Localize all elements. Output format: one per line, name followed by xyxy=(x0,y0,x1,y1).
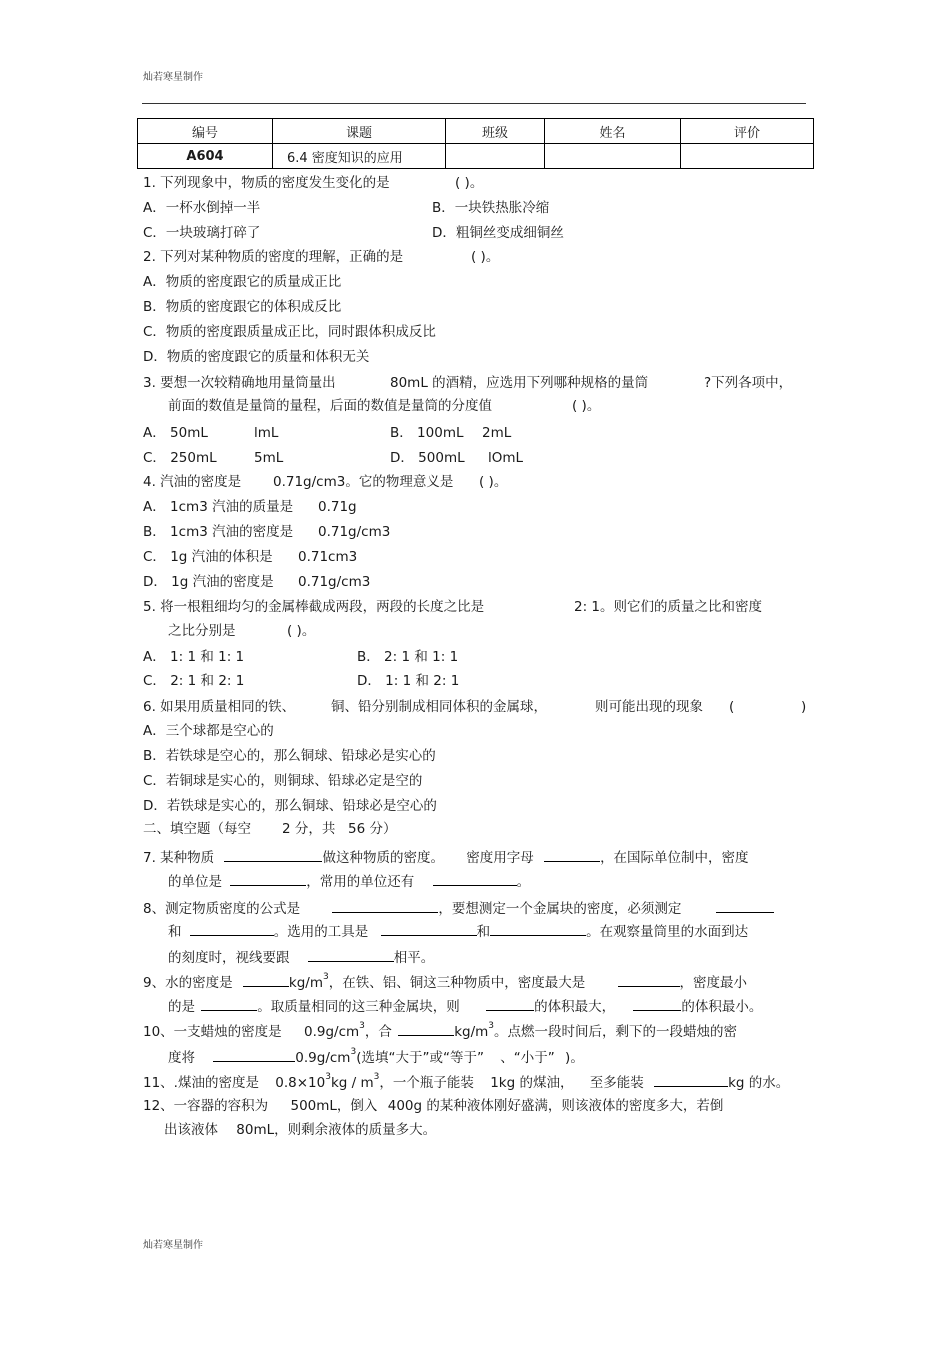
q5-line2-a: 之比分别是 xyxy=(168,623,236,639)
q12-text-e: 80mL，则剩余液体的质量多大。 xyxy=(236,1122,437,1138)
q6-option-c: C．若铜球是实心的，则铜球、铅球必定是空的 xyxy=(143,773,423,789)
col-evaluation: 评价 xyxy=(681,119,814,144)
q8-blank-4[interactable] xyxy=(381,921,477,936)
header-rule xyxy=(142,103,806,104)
q11-text-g: kg 的水。 xyxy=(728,1075,790,1091)
q6-option-d: D．若铁球是实心的，那么铜球、铅球必是空心的 xyxy=(143,798,437,814)
q11-blank-1[interactable] xyxy=(654,1072,728,1087)
q9-unit: kg/m xyxy=(288,975,323,991)
q4-option-d-value: 0.71g/cm3 xyxy=(298,574,371,590)
q6-paren-close: ) xyxy=(801,699,807,715)
q2-option-d: D．物质的密度跟它的质量和体积无关 xyxy=(143,349,370,365)
section2-title-a: 二、填空题（每空 xyxy=(143,821,251,837)
q11-text-b: 0.8×10 xyxy=(275,1075,326,1091)
info-table xyxy=(137,118,814,169)
q2-stem: 2. 下列对某种物质的密度的理解，正确的是 xyxy=(143,249,404,265)
q11-exp-2: 3 xyxy=(373,1072,380,1082)
q5-line1-a: 5. 将一根粗细均匀的金属棒截成两段，两段的长度之比是 xyxy=(143,599,485,615)
footer-note: 灿若寒星制作 xyxy=(143,1240,203,1251)
q11-line xyxy=(143,1072,789,1092)
q4-option-b-value: 0.71g/cm3 xyxy=(318,524,391,540)
section2-title-c: 56 分） xyxy=(348,821,397,837)
q8-text-h: 相平。 xyxy=(393,950,435,966)
table-header-row xyxy=(138,119,814,144)
q3-option-b-step: 2mL xyxy=(482,425,512,441)
q7-text-b: 做这种物质的密度。 xyxy=(322,850,444,866)
q7-text-d: ，在国际单位制中，密度 xyxy=(600,850,749,866)
table-row xyxy=(138,144,814,169)
q8-line3 xyxy=(168,947,434,967)
q3-option-a-step: lmL xyxy=(254,425,279,441)
q10-text-j: )。 xyxy=(565,1050,584,1066)
q2-option-c: C．物质的密度跟质量成正比，同时跟体积成反比 xyxy=(143,324,436,340)
q7-blank-1[interactable] xyxy=(224,847,322,862)
cell-topic: 6.4 密度知识的应用 xyxy=(273,144,446,169)
q5-line1-b: 2: 1。则它们的质量之比和密度 xyxy=(574,599,763,615)
q9-blank-5[interactable] xyxy=(633,996,681,1011)
q2-option-a: A．物质的密度跟它的质量成正比 xyxy=(143,274,342,290)
q10-text-f: 度将 xyxy=(168,1050,195,1066)
q7-line2 xyxy=(168,871,530,891)
col-name: 姓名 xyxy=(545,119,681,144)
q7-line1 xyxy=(143,847,749,867)
q3-line1-b: 80mL 的酒精，应选用下列哪种规格的量筒 xyxy=(390,375,649,391)
q10-exp-2: 3 xyxy=(488,1021,495,1031)
q9-text-f: 的体积最大， xyxy=(534,999,616,1015)
q1-option-a: A．一杯水倒掉一半 xyxy=(143,200,261,216)
q1-stem: 1. 下列现象中，物质的密度发生变化的是 xyxy=(143,175,390,191)
q11-text-d: ，一个瓶子能装 xyxy=(379,1075,474,1091)
q8-line1 xyxy=(143,898,774,918)
q10-text-i: 、“小于” xyxy=(500,1050,555,1066)
q5-option-c: C． 2: 1 和 2: 1 xyxy=(143,673,245,689)
q10-text-b: 0.9g/cm xyxy=(303,1024,360,1040)
q8-text-b: ，要想测定一个金属块的密度，必须测定 xyxy=(438,901,682,917)
q8-blank-5[interactable] xyxy=(490,921,586,936)
q12-line1 xyxy=(143,1097,723,1115)
q4-option-c: C． 1g 汽油的体积是 xyxy=(143,549,273,565)
q10-exp-1: 3 xyxy=(359,1021,365,1031)
q12-line2 xyxy=(164,1121,436,1139)
q5-option-b: B． 2: 1 和 1: 1 xyxy=(357,649,459,665)
q5-paren: ( )。 xyxy=(287,623,316,639)
q9-text-b: ，在铁、铝、铜这三种物质中，密度最大是 xyxy=(328,975,586,991)
q9-line1 xyxy=(143,972,747,992)
q3-option-d-step: lOmL xyxy=(488,450,524,466)
q10-blank-1[interactable] xyxy=(398,1021,454,1036)
q3-option-c-step: 5mL xyxy=(254,450,284,466)
q9-text-c: ，密度最小 xyxy=(679,975,748,991)
q8-text-e: 和 xyxy=(476,924,491,940)
q7-text-c: 密度用字母 xyxy=(466,850,534,866)
q10-exp-3: 3 xyxy=(350,1047,357,1057)
q10-text-a: 10、一支蜡烛的密度是 xyxy=(143,1024,282,1040)
q8-text-d: 。选用的工具是 xyxy=(273,924,369,940)
q10-text-g: 0.9g/cm xyxy=(295,1050,351,1066)
q2-paren: ( )。 xyxy=(471,249,500,265)
q9-text-d: 的是 xyxy=(168,999,195,1015)
q8-text-a: 8、测定物质密度的公式是 xyxy=(143,901,301,917)
q3-option-a: A． 50mL xyxy=(143,425,208,441)
cell-name xyxy=(545,144,681,169)
q1-option-b: B．一块铁热胀冷缩 xyxy=(432,200,550,216)
q1-option-d: D．粗铜丝变成细铜丝 xyxy=(432,225,564,241)
q6-paren-open: ( xyxy=(729,699,735,715)
cell-evaluation xyxy=(681,144,814,169)
q1-option-c: C．一块玻璃打碎了 xyxy=(143,225,261,241)
q7-blank-4[interactable] xyxy=(433,871,517,886)
q6-option-a: A．三个球都是空心的 xyxy=(143,723,274,739)
q9-text-a: 9、水的密度是 xyxy=(143,975,233,991)
q5-option-d: D． 1: 1 和 2: 1 xyxy=(357,673,460,689)
q9-blank-4[interactable] xyxy=(486,996,534,1011)
q11-exp-1: 3 xyxy=(325,1072,331,1082)
col-topic: 课题 xyxy=(273,119,446,144)
q3-line1-c: ?下列各项中， xyxy=(704,375,793,391)
q3-option-c: C． 250mL xyxy=(143,450,217,466)
q4-stem-a: 4. 汽油的密度是 xyxy=(143,474,242,490)
q10-line1 xyxy=(143,1021,737,1041)
q8-blank-2[interactable] xyxy=(716,898,774,913)
q10-text-d: kg/m xyxy=(454,1024,489,1040)
q4-option-a-value: 0.71g xyxy=(318,499,357,515)
q3-option-d: D． 500mL xyxy=(390,450,465,466)
q8-text-c: 和 xyxy=(168,924,182,940)
q6-stem-3: 则可能出现的现象 xyxy=(595,699,703,715)
col-number: 编号 xyxy=(138,119,273,144)
q7-text-g: 。 xyxy=(516,874,531,890)
q3-option-b: B． 100mL xyxy=(390,425,464,441)
q5-option-a: A． 1: 1 和 1: 1 xyxy=(143,649,245,665)
q9-line2 xyxy=(168,996,762,1016)
q10-line2 xyxy=(168,1047,584,1067)
q9-blank-2[interactable] xyxy=(618,972,680,987)
cell-class xyxy=(446,144,545,169)
q10-text-e: 。点燃一段时间后，剩下的一段蜡烛的密 xyxy=(494,1024,738,1040)
q12-text-c: 400g 的某种液体刚好盛满，则该液体的密度多大，若倒 xyxy=(387,1098,724,1114)
q8-blank-1[interactable] xyxy=(332,898,438,913)
q11-text-c: kg / m xyxy=(330,1075,374,1091)
q9-text-g: 的体积最小。 xyxy=(681,999,763,1015)
q7-blank-3[interactable] xyxy=(230,871,306,886)
q2-option-b: B．物质的密度跟它的体积成反比 xyxy=(143,299,342,315)
q12-text-b: 500mL，倒入 xyxy=(290,1098,378,1114)
q4-stem-b: 0.71g/cm3。它的物理意义是 xyxy=(273,474,454,490)
q9-blank-1[interactable] xyxy=(243,972,289,987)
q10-text-c: ，合 xyxy=(364,1024,392,1040)
q4-option-b: B． 1cm3 汽油的密度是 xyxy=(143,524,294,540)
q11-text-e: 1kg 的煤油， xyxy=(490,1075,574,1091)
q9-unit-exp: 3 xyxy=(322,972,329,982)
q8-blank-3[interactable] xyxy=(190,921,274,936)
q9-blank-3[interactable] xyxy=(201,996,257,1011)
q4-option-c-value: 0.71cm3 xyxy=(298,549,358,565)
q7-text-e: 的单位是 xyxy=(168,874,222,890)
q4-paren: ( )。 xyxy=(479,474,508,490)
q6-option-b: B．若铁球是空心的，那么铜球、铅球必是实心的 xyxy=(143,748,436,764)
section2-title-b: 2 分，共 xyxy=(282,821,336,837)
q12-text-a: 12、一容器的容积为 xyxy=(143,1098,269,1114)
q4-option-d: D． 1g 汽油的密度是 xyxy=(143,574,274,590)
q3-line2-a: 前面的数值是量筒的量程，后面的数值是量筒的分度值 xyxy=(168,398,492,414)
q1-paren: ( )。 xyxy=(455,175,484,191)
q3-paren: ( )。 xyxy=(572,398,601,414)
q7-blank-2[interactable] xyxy=(544,847,600,862)
q8-text-f: 。在观察量筒里的水面到达 xyxy=(586,924,749,940)
cell-number: A604 xyxy=(138,144,273,169)
q7-text-a: 7. 某种物质 xyxy=(143,850,215,866)
q8-blank-6[interactable] xyxy=(308,947,394,962)
q10-blank-2[interactable] xyxy=(213,1047,295,1062)
q6-stem-2: 铜、铅分别制成相同体积的金属球， xyxy=(331,699,547,715)
header-note: 灿若寒星制作 xyxy=(143,72,203,83)
q10-text-h: (选填“大于”或“等于” xyxy=(356,1050,484,1066)
q7-text-f: ，常用的单位还有 xyxy=(306,874,415,890)
q6-stem-1: 6. 如果用质量相同的铁、 xyxy=(143,699,296,715)
col-class: 班级 xyxy=(446,119,545,144)
q8-text-g: 的刻度时，视线要跟 xyxy=(168,950,290,966)
q8-line2 xyxy=(168,921,748,941)
q9-text-e: 。取质量相同的这三种金属块，则 xyxy=(257,999,460,1015)
q4-option-a: A． 1cm3 汽油的质量是 xyxy=(143,499,294,515)
q11-text-a: 11、.煤油的密度是 xyxy=(143,1075,259,1091)
q3-line1-a: 3. 要想一次较精确地用量筒量出 xyxy=(143,375,336,391)
q12-text-d: 出该液体 xyxy=(164,1122,218,1138)
q11-text-f: 至多能装 xyxy=(589,1075,644,1091)
